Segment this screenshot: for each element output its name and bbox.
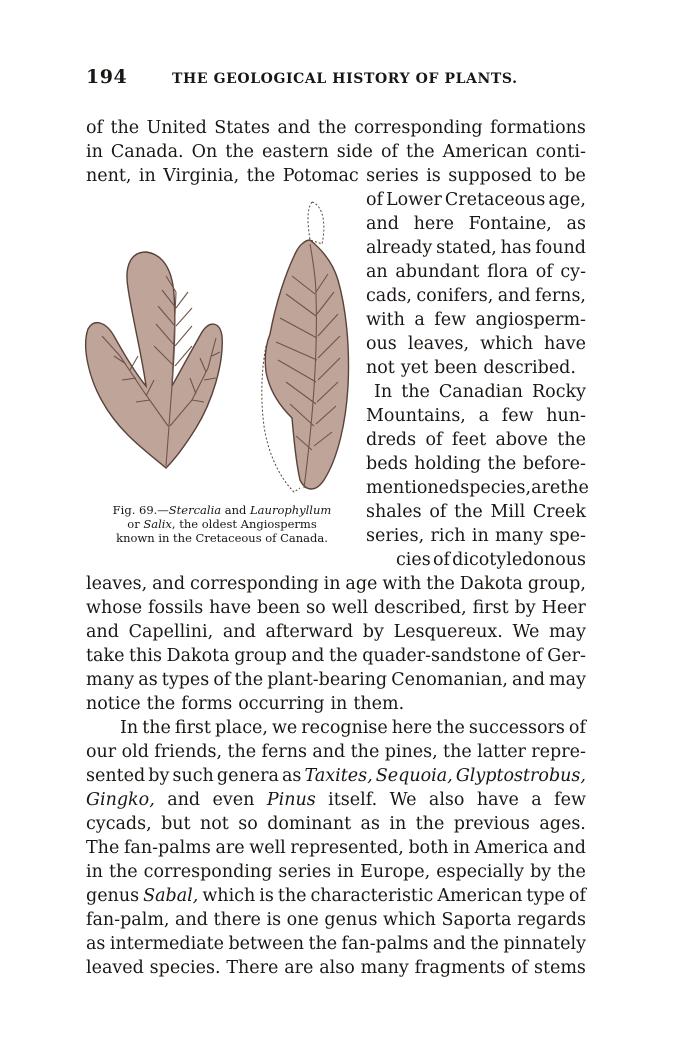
text-line: In the Canadian Rocky xyxy=(374,382,586,402)
page-number: 194 xyxy=(86,66,128,88)
text-line: not yet been described. xyxy=(366,358,576,378)
caption-text: and xyxy=(221,503,251,517)
text-line: already stated, has found xyxy=(366,238,586,258)
laurophyllum-outline xyxy=(265,240,348,489)
text-line: ous leaves, which have xyxy=(366,334,586,354)
caption-line xyxy=(86,517,358,531)
text-line: shales of the Mill Creek xyxy=(366,502,586,522)
laurophyllum-tip-outline xyxy=(308,202,324,244)
text-line: of Lower Cretaceous age, xyxy=(366,190,586,210)
caption-line xyxy=(86,503,358,517)
page-header xyxy=(86,66,586,90)
text-line: Mountains, a few hun- xyxy=(366,406,586,426)
sterculia-leaf xyxy=(86,252,223,468)
running-head: THE GEOLOGICAL HISTORY OF PLANTS. xyxy=(172,71,518,87)
text-line: cies of dicotyledonous xyxy=(396,550,586,570)
caption-line xyxy=(86,531,358,545)
text-line: and here Fontaine, as xyxy=(366,214,586,234)
text-line: our old friends, the ferns and the pines, the latter repre- xyxy=(86,742,586,762)
caption-italic-name: Salix xyxy=(143,517,172,531)
text-line: cycads, but not so dominant as in the previous ages. xyxy=(86,814,586,834)
text-line: cads, conifers, and ferns, xyxy=(366,286,586,306)
text-line: Gingko, and even Pinus itself. We also have a few xyxy=(86,790,586,810)
text-line: leaved species. There are also many fragments of stems xyxy=(86,958,586,978)
text-line: an abundant flora of cy- xyxy=(366,262,586,282)
fossil-leaves-illustration xyxy=(80,196,356,498)
text-line: take this Dakota group and the quader-sandstone of Ger- xyxy=(86,646,586,666)
text-line: dreds of feet above the xyxy=(366,430,586,450)
text-line: beds holding the before- xyxy=(366,454,586,474)
text-line: genus Sabal, which is the characteristic American type of xyxy=(86,886,586,906)
text-line: many as types of the plant-bearing Cenomanian, and may xyxy=(86,670,586,690)
text-line: nent, in Virginia, the Potomac series is supposed to be xyxy=(86,166,586,186)
text-line: leaves, and corresponding in age with the Dakota group, xyxy=(86,574,586,594)
text-line: The fan-palms are well represented, both in America and xyxy=(86,838,586,858)
text-line: and Capellini, and afterward by Lesquereux. We may xyxy=(86,622,586,642)
text-line: fan-palm, and there is one genus which Saporta regards xyxy=(86,910,586,930)
caption-text: Fig. 69.— xyxy=(112,503,169,517)
text-line: sented by such genera as Taxites, Sequoia, Glyptostrobus, xyxy=(86,766,586,786)
caption-text: , the oldest Angiosperms xyxy=(171,517,317,531)
text-line: notice the forms occurring in them. xyxy=(86,694,405,714)
text-line: mentioned species, are the xyxy=(366,478,589,498)
laurophyllum-leaf xyxy=(262,202,349,492)
text-line: with a few angiosperm- xyxy=(366,310,586,330)
caption-italic-name: Stercalia xyxy=(168,503,222,517)
text-line: in Canada. On the eastern side of the American conti- xyxy=(86,142,586,162)
text-line: as intermediate between the fan-palms and the pinnately xyxy=(86,934,586,954)
figure-caption xyxy=(86,503,358,545)
caption-text: or xyxy=(127,517,144,531)
caption-italic-name: Laurophyllum xyxy=(250,503,332,517)
text-line: whose fossils have been so well described, first by Heer xyxy=(86,598,586,618)
sterculia-outline xyxy=(86,252,223,468)
text-line: in the corresponding series in Europe, especially by the xyxy=(86,862,586,882)
figure-69 xyxy=(80,196,356,498)
text-line: of the United States and the corresponding formations xyxy=(86,118,586,138)
caption-text: known in the Cretaceous of Canada. xyxy=(116,531,328,545)
text-line: series, rich in many spe- xyxy=(366,526,586,546)
text-line: In the first place, we recognise here the successors of xyxy=(120,718,586,738)
